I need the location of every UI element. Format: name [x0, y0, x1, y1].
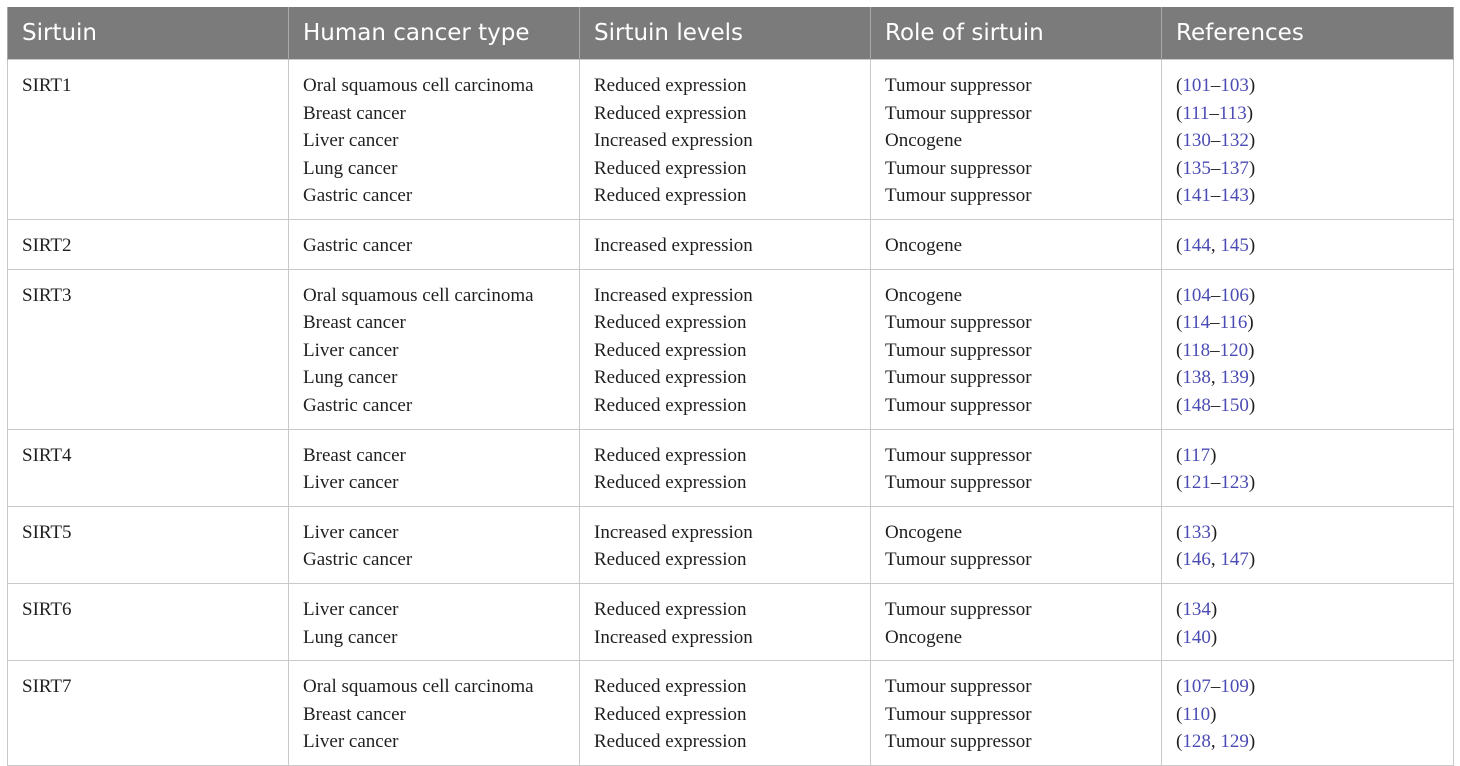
open-paren: ( [1176, 157, 1183, 179]
sirtuin-level: Increased expression [594, 130, 753, 152]
reference-entry [1176, 442, 1453, 470]
sirtuin-level: Increased expression [594, 284, 753, 306]
open-paren: ( [1176, 234, 1183, 256]
reference-entry [1176, 337, 1453, 365]
open-paren: ( [1176, 102, 1183, 124]
close-paren: ) [1248, 676, 1256, 698]
reference-link[interactable]: 113 [1218, 102, 1247, 124]
reference-link[interactable]: 107 [1182, 676, 1211, 698]
close-paren: ) [1246, 102, 1254, 124]
role-cell [871, 429, 1162, 506]
cancer-type: Liver cancer [303, 472, 399, 494]
cancer-type: Lung cancer [303, 157, 398, 179]
sirtuin-level-cell [580, 583, 871, 660]
cancer-type: Gastric cancer [303, 185, 413, 207]
reference-link[interactable]: 148 [1182, 394, 1211, 416]
sirtuin-cell [8, 661, 289, 766]
header-sirtuin-levels: Sirtuin levels [580, 7, 871, 60]
open-paren: ( [1176, 284, 1183, 306]
open-paren: ( [1176, 312, 1183, 334]
references-cell [1162, 583, 1454, 660]
role-cell [871, 60, 1162, 220]
reference-separator: – [1210, 185, 1221, 207]
reference-link[interactable]: 118 [1182, 339, 1211, 361]
reference-link[interactable]: 123 [1220, 472, 1249, 494]
sirtuin-cell [8, 506, 289, 583]
open-paren: ( [1176, 394, 1183, 416]
reference-link[interactable]: 146 [1182, 549, 1211, 571]
reference-entry [1176, 519, 1453, 547]
reference-link[interactable]: 114 [1182, 312, 1211, 334]
close-paren: ) [1248, 367, 1256, 389]
role-cell [871, 506, 1162, 583]
close-paren: ) [1210, 626, 1218, 648]
role: Tumour suppressor [885, 676, 1032, 698]
sirtuin-level-cell [580, 269, 871, 429]
cancer-type: Breast cancer [303, 102, 406, 124]
reference-link[interactable]: 103 [1220, 75, 1249, 96]
reference-link[interactable]: 120 [1219, 339, 1249, 361]
role: Tumour suppressor [885, 703, 1032, 725]
role: Tumour suppressor [885, 731, 1032, 753]
role: Oncogene [885, 521, 963, 543]
role-cell [871, 219, 1162, 269]
role: Tumour suppressor [885, 444, 1032, 466]
close-paren: ) [1248, 185, 1256, 207]
header-role-of-sirtuin: Role of sirtuin [871, 7, 1162, 60]
cancer-type: Lung cancer [303, 626, 398, 648]
open-paren: ( [1176, 626, 1183, 648]
sirtuin-level: Reduced expression [594, 75, 747, 96]
close-paren: ) [1248, 394, 1256, 416]
reference-entry [1176, 596, 1453, 624]
reference-entry [1176, 701, 1453, 729]
sirtuin-level-cell [580, 429, 871, 506]
role: Tumour suppressor [885, 367, 1032, 389]
reference-entry [1176, 546, 1453, 574]
open-paren: ( [1176, 676, 1183, 698]
cancer-type-cell [289, 219, 580, 269]
reference-link[interactable]: 145 [1220, 234, 1249, 256]
cancer-type: Gastric cancer [303, 234, 413, 256]
sirtuin-name: SIRT1 [22, 75, 72, 96]
close-paren: ) [1248, 339, 1255, 361]
sirtuin-level: Reduced expression [594, 185, 747, 207]
sirtuin-name: SIRT5 [22, 521, 72, 543]
reference-link[interactable]: 139 [1220, 367, 1249, 389]
close-paren: ) [1248, 234, 1256, 256]
cancer-type: Liver cancer [303, 731, 399, 753]
reference-entry [1176, 673, 1453, 701]
open-paren: ( [1176, 549, 1183, 571]
reference-link[interactable]: 135 [1182, 157, 1211, 179]
sirtuin-level: Reduced expression [594, 312, 747, 334]
open-paren: ( [1176, 185, 1183, 207]
references-cell [1162, 60, 1454, 220]
sirtuin-level: Reduced expression [594, 598, 747, 620]
references-cell [1162, 661, 1454, 766]
close-paren: ) [1247, 312, 1254, 334]
sirtuin-level: Reduced expression [594, 367, 747, 389]
reference-separator: – [1210, 312, 1220, 334]
cancer-type-cell [289, 269, 580, 429]
table-row [8, 506, 1454, 583]
role: Oncogene [885, 234, 963, 256]
sirtuin-name: SIRT4 [22, 444, 72, 466]
reference-separator: – [1210, 394, 1221, 416]
cancer-type: Liver cancer [303, 598, 399, 620]
reference-entry [1176, 364, 1453, 392]
open-paren: ( [1176, 367, 1183, 389]
cancer-type-cell [289, 583, 580, 660]
close-paren: ) [1248, 549, 1256, 571]
reference-link[interactable]: 150 [1220, 394, 1249, 416]
reference-link[interactable]: 137 [1220, 157, 1249, 179]
close-paren: ) [1248, 472, 1256, 494]
role: Tumour suppressor [885, 157, 1032, 179]
sirtuin-level-cell [580, 219, 871, 269]
role: Tumour suppressor [885, 102, 1032, 124]
header-human-cancer-type: Human cancer type [289, 7, 580, 60]
role: Tumour suppressor [885, 598, 1032, 620]
sirtuin-level-cell [580, 661, 871, 766]
references-cell [1162, 269, 1454, 429]
cancer-type: Breast cancer [303, 444, 406, 466]
cancer-type: Liver cancer [303, 339, 399, 361]
close-paren: ) [1210, 703, 1217, 725]
reference-entry [1176, 182, 1453, 210]
reference-separator: – [1210, 339, 1220, 361]
close-paren: ) [1248, 731, 1256, 753]
cancer-type: Gastric cancer [303, 549, 413, 571]
sirtuin-cell [8, 583, 289, 660]
reference-separator: , [1210, 549, 1221, 571]
reference-separator: , [1210, 234, 1221, 256]
cancer-type-cell [289, 60, 580, 220]
reference-entry [1176, 392, 1453, 420]
table-row [8, 583, 1454, 660]
role: Tumour suppressor [885, 75, 1032, 96]
sirtuin-level: Reduced expression [594, 394, 747, 416]
cancer-type: Oral squamous cell carcinoma [303, 75, 534, 96]
cancer-type: Breast cancer [303, 703, 406, 725]
sirtuin-cancer-table [7, 7, 1454, 766]
sirtuin-level: Reduced expression [594, 157, 747, 179]
open-paren: ( [1176, 75, 1183, 96]
role: Tumour suppressor [885, 339, 1032, 361]
reference-separator: – [1210, 130, 1221, 152]
reference-entry [1176, 232, 1453, 260]
reference-link[interactable]: 141 [1182, 185, 1211, 207]
header-sirtuin: Sirtuin [8, 7, 289, 60]
reference-entry [1176, 469, 1453, 497]
header-references: References [1162, 7, 1454, 60]
reference-link[interactable]: 134 [1182, 598, 1211, 620]
sirtuin-name: SIRT3 [22, 284, 72, 306]
references-cell [1162, 429, 1454, 506]
reference-link[interactable]: 111 [1182, 102, 1210, 124]
sirtuin-level: Reduced expression [594, 472, 747, 494]
close-paren: ) [1210, 598, 1218, 620]
reference-link[interactable]: 117 [1182, 444, 1211, 466]
table-row [8, 219, 1454, 269]
cancer-type-cell [289, 429, 580, 506]
references-cell [1162, 506, 1454, 583]
reference-link[interactable]: 140 [1182, 626, 1211, 648]
sirtuin-cell [8, 429, 289, 506]
reference-link[interactable]: 147 [1220, 549, 1249, 571]
sirtuin-level: Reduced expression [594, 703, 747, 725]
table-header-row [8, 7, 1454, 60]
references-cell [1162, 219, 1454, 269]
close-paren: ) [1210, 521, 1218, 543]
role: Tumour suppressor [885, 394, 1032, 416]
close-paren: ) [1248, 130, 1256, 152]
reference-link[interactable]: 128 [1182, 731, 1211, 753]
reference-link[interactable]: 121 [1182, 472, 1211, 494]
reference-link[interactable]: 106 [1220, 284, 1249, 306]
table-row [8, 269, 1454, 429]
reference-link[interactable]: 110 [1182, 703, 1211, 725]
sirtuin-level: Reduced expression [594, 676, 747, 698]
reference-link[interactable]: 101 [1182, 75, 1211, 96]
sirtuin-name: SIRT2 [22, 234, 72, 256]
reference-link[interactable]: 116 [1219, 312, 1248, 334]
sirtuin-cell [8, 219, 289, 269]
sirtuin-level-cell [580, 60, 871, 220]
role-cell [871, 661, 1162, 766]
role: Tumour suppressor [885, 312, 1032, 334]
reference-separator: – [1210, 284, 1221, 306]
sirtuin-level-cell [580, 506, 871, 583]
role-cell [871, 269, 1162, 429]
reference-entry [1176, 728, 1453, 756]
cancer-type: Oral squamous cell carcinoma [303, 676, 534, 698]
close-paren: ) [1248, 75, 1256, 96]
table-row [8, 429, 1454, 506]
close-paren: ) [1248, 157, 1256, 179]
reference-separator: , [1210, 731, 1221, 753]
cancer-type: Breast cancer [303, 312, 406, 334]
reference-link[interactable]: 129 [1220, 731, 1249, 753]
reference-link[interactable]: 130 [1182, 130, 1211, 152]
cancer-type: Liver cancer [303, 130, 399, 152]
reference-link[interactable]: 144 [1182, 234, 1211, 256]
sirtuin-level: Reduced expression [594, 444, 747, 466]
sirtuin-level: Increased expression [594, 626, 753, 648]
role: Tumour suppressor [885, 472, 1032, 494]
role-cell [871, 583, 1162, 660]
sirtuin-level: Increased expression [594, 234, 753, 256]
reference-link[interactable]: 109 [1220, 676, 1249, 698]
reference-entry [1176, 72, 1453, 100]
role: Oncogene [885, 626, 963, 648]
cancer-type-cell [289, 661, 580, 766]
reference-link[interactable]: 143 [1220, 185, 1249, 207]
role: Oncogene [885, 130, 963, 152]
table-row [8, 60, 1454, 220]
cancer-type-cell [289, 506, 580, 583]
role: Tumour suppressor [885, 549, 1032, 571]
open-paren: ( [1176, 703, 1183, 725]
open-paren: ( [1176, 731, 1183, 753]
sirtuin-level: Reduced expression [594, 102, 747, 124]
cancer-type: Liver cancer [303, 521, 399, 543]
sirtuin-level: Increased expression [594, 521, 753, 543]
table-row [8, 661, 1454, 766]
cancer-type: Oral squamous cell carcinoma [303, 284, 534, 306]
open-paren: ( [1176, 339, 1183, 361]
reference-separator: – [1209, 102, 1219, 124]
close-paren: ) [1210, 444, 1217, 466]
sirtuin-level: Reduced expression [594, 731, 747, 753]
reference-link[interactable]: 132 [1220, 130, 1249, 152]
sirtuin-cell [8, 269, 289, 429]
reference-entry [1176, 309, 1453, 337]
open-paren: ( [1176, 598, 1183, 620]
reference-entry [1176, 155, 1453, 183]
table-body [8, 60, 1454, 766]
cancer-type: Gastric cancer [303, 394, 413, 416]
reference-separator: – [1210, 157, 1221, 179]
role: Tumour suppressor [885, 185, 1032, 207]
sirtuin-level: Reduced expression [594, 549, 747, 571]
open-paren: ( [1176, 444, 1183, 466]
reference-separator: , [1210, 367, 1221, 389]
open-paren: ( [1176, 521, 1183, 543]
reference-link[interactable]: 104 [1182, 284, 1211, 306]
reference-separator: – [1210, 472, 1221, 494]
close-paren: ) [1248, 284, 1256, 306]
reference-separator: – [1210, 676, 1221, 698]
sirtuin-level: Reduced expression [594, 339, 747, 361]
cancer-type: Lung cancer [303, 367, 398, 389]
open-paren: ( [1176, 472, 1183, 494]
sirtuin-name: SIRT7 [22, 676, 72, 698]
reference-entry [1176, 127, 1453, 155]
reference-separator: – [1210, 75, 1221, 96]
reference-link[interactable]: 138 [1182, 367, 1211, 389]
sirtuin-name: SIRT6 [22, 598, 72, 620]
sirtuin-cell [8, 60, 289, 220]
role: Oncogene [885, 284, 963, 306]
reference-entry [1176, 100, 1453, 128]
reference-entry [1176, 282, 1453, 310]
reference-entry [1176, 624, 1453, 652]
open-paren: ( [1176, 130, 1183, 152]
reference-link[interactable]: 133 [1182, 521, 1211, 543]
